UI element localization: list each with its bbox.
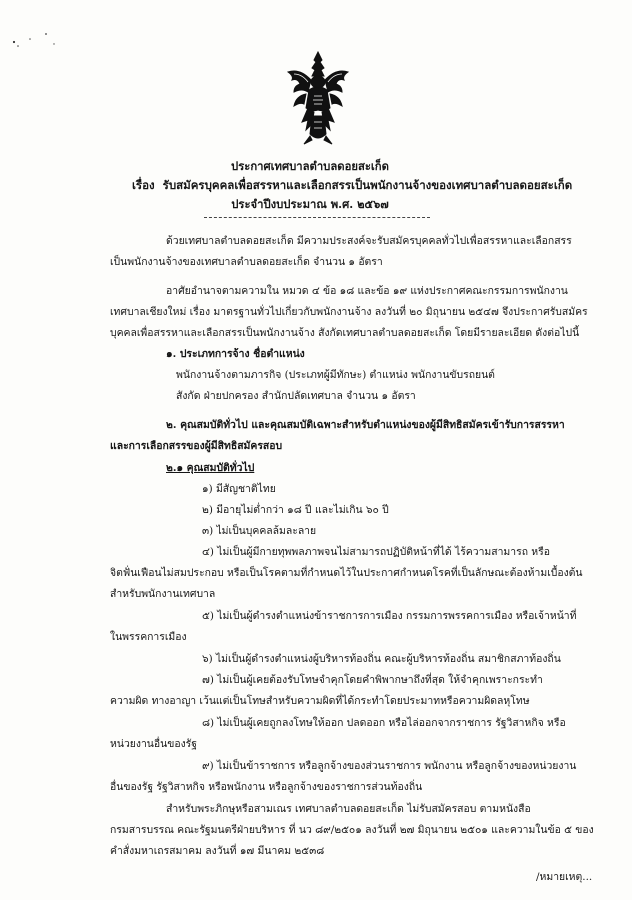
qualification-item: ๗) ไม่เป็นผู้เคยต้องรับโทษจำคุกโดยคำพิพากษาถึงที่สุด ให้จำคุกเพราะกระทำ bbox=[202, 674, 543, 686]
qualification-item: ๖) ไม่เป็นผู้ดำรงตำแหน่งผู้บริหารท้องถิ่น คณะผู้บริหารท้องถิ่น สมาชิกสภาท้องถิ่น bbox=[202, 653, 561, 665]
section2-sub-heading: ๒.๑ คุณสมบัติทั่วไป bbox=[166, 462, 255, 474]
header-divider bbox=[204, 217, 430, 218]
monk-note: สำหรับพระภิกษุหรือสามเณร เทศบาลตำบลดอยสะเก็ด ไม่รับสมัครสอบ ตามหนังสือ bbox=[166, 803, 531, 815]
section2-heading: และการเลือกสรรของผู้มีสิทธิสมัครสอบ bbox=[110, 440, 283, 452]
section1-line: พนักงานจ้างตามภารกิจ (ประเภทผู้มีทักษะ) ตำแหน่ง พนักงานขับรถยนต์ bbox=[176, 369, 495, 381]
authority-line: เทศบาลเชียงใหม่ เรื่อง มาตรฐานทั่วไปเกี่ยวกับพนักงานจ้าง ลงวันที่ ๒๐ มิถุนายน ๒๕๔๗ จึงประกาศรับสมัคร bbox=[110, 306, 588, 318]
monk-note: คำสั่งมหาเถรสมาคม ลงวันที่ ๑๗ มีนาคม ๒๕๓๘ bbox=[110, 845, 325, 857]
announcement-subject bbox=[132, 177, 572, 193]
qualification-item: ๕) ไม่เป็นผู้ดำรงตำแหน่งข้าราชการการเมือง กรรมการพรรคการเมือง หรือเจ้าหน้าที่ bbox=[202, 610, 577, 622]
section1-heading: ๑. ประเภทการจ้าง ชื่อตำแหน่ง bbox=[166, 348, 305, 360]
continued-marker: /หมายเหตุ... bbox=[536, 871, 593, 883]
qualification-item-cont: หน่วยงานอื่นของรัฐ bbox=[110, 738, 197, 750]
fiscal-year: ประจำปีงบประมาณ พ.ศ. ๒๕๖๗ bbox=[231, 197, 389, 211]
qualification-item: ๙) ไม่เป็นข้าราชการ หรือลูกจ้างของส่วนราชการ พนักงาน หรือลูกจ้างของหน่วยงาน bbox=[202, 760, 577, 772]
qualification-item: ๔) ไม่เป็นผู้มีกายทุพพลภาพจนไม่สามารถปฏิบัติหน้าที่ได้ ไร้ความสามารถ หรือ bbox=[202, 546, 550, 558]
qualification-item: ๑) มีสัญชาติไทย bbox=[202, 483, 276, 495]
section2-heading: ๒. คุณสมบัติทั่วไป และคุณสมบัติเฉพาะสำหรับตำแหน่งของผู้มีสิทธิสมัครเข้ารับการสรรหา bbox=[166, 419, 565, 431]
subject-label: เรื่อง bbox=[132, 178, 155, 192]
intro-line: เป็นพนักงานจ้างของเทศบาลตำบลดอยสะเก็ด จำนวน ๑ อัตรา bbox=[110, 256, 383, 268]
qualification-item: ๘) ไม่เป็นผู้เคยถูกลงโทษให้ออก ปลดออก หรือไล่ออกจากราชการ รัฐวิสาหกิจ หรือ bbox=[202, 717, 566, 729]
scan-specks bbox=[8, 28, 68, 58]
monk-note: กรมสารบรรณ คณะรัฐมนตรีฝ่ายบริหาร ที่ นว ๘๙/๒๕๐๑ ลงวันที่ ๒๗ มิถุนายน ๒๕๐๑ และความในข้อ ๕ ของ bbox=[110, 824, 594, 836]
qualification-item-cont: จิตฟั่นเฟือนไม่สมประกอบ หรือเป็นโรคตามที่กำหนดไว้ในประกาศกำหนดโรคที่เป็นลักษณะต้องห้ามเบื้องต้น bbox=[110, 567, 583, 579]
authority-line: บุคคลเพื่อสรรหาและเลือกสรรเป็นพนักงานจ้าง สังกัดเทศบาลตำบลดอยสะเก็ด โดยมีรายละเอียด ดังต่อไปนี้ bbox=[110, 327, 580, 339]
subject-text: รับสมัครบุคคลเพื่อสรรหาและเลือกสรรเป็นพนักงานจ้างของเทศบาลตำบลดอยสะเก็ด bbox=[162, 178, 573, 192]
section1-line: สังกัด ฝ่ายปกครอง สำนักปลัดเทศบาล จำนวน ๑ อัตรา bbox=[176, 390, 416, 402]
qualification-item-cont: สำหรับพนักงานเทศบาล bbox=[110, 588, 216, 600]
intro-line: ด้วยเทศบาลตำบลดอยสะเก็ด มีความประสงค์จะรับสมัครบุคคลทั่วไปเพื่อสรรหาและเลือกสรร bbox=[166, 235, 572, 247]
garuda-emblem bbox=[284, 50, 352, 146]
qualification-item: ๒) มีอายุไม่ต่ำกว่า ๑๘ ปี และไม่เกิน ๖๐ ปี bbox=[202, 504, 389, 516]
qualification-item-cont: ในพรรคการเมือง bbox=[110, 631, 187, 643]
authority-line: อาศัยอำนาจตามความใน หมวด ๔ ข้อ ๑๘ และข้อ ๑๙ แห่งประกาศคณะกรรมการพนักงาน bbox=[166, 285, 568, 297]
qualification-item: ๓) ไม่เป็นบุคคลล้มละลาย bbox=[202, 525, 317, 537]
announcement-title: ประกาศเทศบาลตำบลดอยสะเก็ด bbox=[231, 159, 389, 173]
qualification-item-cont: อื่นของรัฐ รัฐวิสาหกิจ หรือพนักงาน หรือลูกจ้างของราชการส่วนท้องถิ่น bbox=[110, 781, 423, 793]
qualification-item-cont: ความผิด ทางอาญา เว้นแต่เป็นโทษสำหรับความผิดที่ได้กระทำโดยประมาทหรือความผิดลหุโทษ bbox=[110, 695, 530, 707]
